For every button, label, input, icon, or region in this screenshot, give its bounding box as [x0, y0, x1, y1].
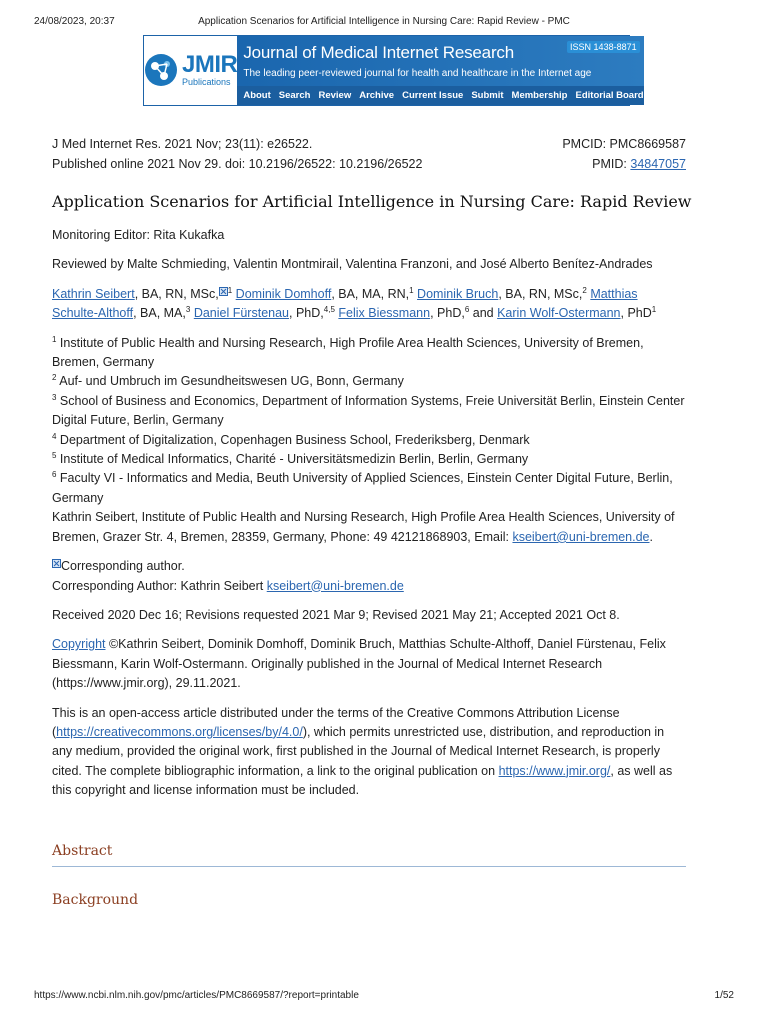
page-number: 1/52: [714, 990, 734, 1001]
affiliation-number: 5: [52, 450, 57, 460]
license-text: This is an open-access article distributed under the terms of the Creative Commons Attribution License (: [52, 705, 620, 739]
author-link[interactable]: Felix Biessmann: [338, 306, 431, 321]
affiliation-text: Institute of Medical Informatics, Charité - Universitätsmedizin Berlin, Berlin, Germany: [56, 452, 529, 467]
nav-submit[interactable]: Submit: [471, 90, 504, 101]
affiliation-number: 6: [52, 470, 57, 480]
print-page-title: Application Scenarios for Artificial Intelligence in Nursing Care: Rapid Review - PMC: [198, 16, 570, 27]
pmid-line: [592, 154, 686, 174]
license-text: , as well as this copyright and license information must be included.: [52, 763, 673, 798]
logo-wordmark: JMIR: [182, 50, 238, 78]
corresponding-note: [52, 557, 686, 576]
pmid-link[interactable]: 34847057: [630, 157, 686, 171]
author-degrees: , PhD,: [289, 306, 324, 321]
nav-current-issue[interactable]: Current Issue: [402, 90, 464, 101]
affiliation-sup: 3: [185, 305, 191, 315]
author-degrees: , BA, MA, RN,: [331, 286, 410, 301]
nav-editorial-board[interactable]: Editorial Board: [575, 90, 644, 101]
jmir-link[interactable]: https://www.jmir.org/: [498, 763, 611, 778]
article-title: Application Scenarios for Artificial Intelligence in Nursing Care: Rapid Review: [52, 192, 692, 211]
corresponding-label: Corresponding author.: [61, 559, 185, 574]
affiliation-text: Auf- und Umbruch im Gesundheitswesen UG, Bonn, Germany: [56, 374, 404, 389]
affiliation-item: [52, 372, 686, 391]
affiliation-sup: 1: [409, 285, 414, 295]
nav-review[interactable]: Review: [318, 90, 352, 101]
corresponding-author-icon: [52, 559, 61, 568]
contact-text: Kathrin Seibert, Institute of Public Health and Nursing Research, High Profile Area Health Sciences, University of Bremen, Grazer Str. 4, Bremen, 28359, Germany, Phone: 49 42121868903, Email:: [52, 510, 675, 544]
affiliation-number: 3: [52, 392, 57, 402]
journal-nav: [237, 86, 643, 105]
author-link[interactable]: Karin Wolf-Ostermann: [497, 306, 621, 321]
affiliation-sup: 2: [582, 285, 587, 295]
license-statement: [52, 704, 686, 801]
abstract-divider: [52, 866, 686, 867]
abstract-heading: Abstract: [52, 843, 113, 859]
nav-archive[interactable]: Archive: [359, 90, 395, 101]
print-header: [34, 16, 734, 30]
print-datetime: 24/08/2023, 20:37: [34, 16, 115, 27]
pmcid: PMCID: PMC8669587: [562, 137, 686, 151]
affiliation-item: [52, 334, 686, 373]
pmid-label: PMID:: [592, 157, 631, 171]
affiliation-sup: 1: [651, 305, 657, 315]
author-degrees: , PhD,: [430, 306, 465, 321]
affiliation-text: Faculty VI - Informatics and Media, Beuth University of Applied Sciences, Einstein Center Digital Future, Berlin, Germany: [52, 471, 673, 505]
copyright-link[interactable]: Copyright: [52, 637, 106, 652]
nav-membership[interactable]: Membership: [511, 90, 568, 101]
author-degrees: , PhD: [620, 306, 652, 321]
author-degrees: , BA, MA,: [133, 306, 186, 321]
article-dates: Received 2020 Dec 16; Revisions requested 2021 Mar 9; Revised 2021 May 21; Accepted 2021 Oct 8.: [52, 607, 620, 622]
journal-banner[interactable]: [143, 35, 644, 106]
affiliation-text: School of Business and Economics, Department of Information Systems, Freie Universität Berlin, Einstein Center Digital Future, Berlin, Germany: [52, 393, 685, 428]
affiliation-number: 1: [52, 334, 57, 344]
citation-block: [52, 134, 686, 174]
corresponding-text: Corresponding Author: Kathrin Seibert: [52, 578, 267, 593]
corresponding-email-link[interactable]: kseibert@uni-bremen.de: [266, 578, 404, 593]
affiliation-number: 2: [52, 373, 57, 383]
affiliation-item: [52, 431, 686, 450]
monitoring-editor: Monitoring Editor: Rita Kukafka: [52, 228, 225, 242]
nav-about[interactable]: About: [243, 90, 271, 101]
contact-email-link[interactable]: kseibert@uni-bremen.de: [512, 529, 650, 544]
affiliation-sup: 1: [227, 285, 233, 295]
author-list: [52, 285, 686, 324]
author-link[interactable]: Daniel Fürstenau: [193, 306, 290, 321]
molecule-logo-icon: [144, 53, 178, 87]
citation-line: J Med Internet Res. 2021 Nov; 23(11): e26522.: [52, 137, 313, 151]
affiliation-text: Institute of Public Health and Nursing Research, High Profile Area Health Sciences, University of Bremen, Bremen, Germany: [52, 335, 644, 370]
contact-info: [52, 508, 686, 547]
contact-end: .: [649, 529, 653, 544]
published-line: Published online 2021 Nov 29. doi: 10.2196/26522: 10.2196/26522: [52, 157, 423, 171]
background-heading: Background: [52, 892, 139, 908]
copyright-statement: [52, 635, 686, 693]
affiliation-item: [52, 392, 686, 431]
corresponding-author-line: [52, 577, 686, 596]
affiliation-sup: 4,5: [323, 305, 335, 315]
author-conjunction: and: [469, 306, 498, 321]
journal-title: Journal of Medical Internet Research: [243, 43, 514, 62]
print-url: https://www.ncbi.nlm.nih.gov/pmc/articles/PMC8669587/?report=printable: [34, 990, 359, 1001]
affiliation-item: [52, 450, 686, 469]
affiliation-item: [52, 469, 686, 508]
article-front-matter: [52, 226, 686, 801]
author-link[interactable]: Kathrin Seibert: [52, 286, 135, 301]
author-link[interactable]: Matthias Schulte-Althoff: [52, 286, 638, 321]
author-link[interactable]: Dominik Domhoff: [235, 286, 332, 301]
author-degrees: , BA, RN, MSc,: [134, 286, 219, 301]
journal-tagline: The leading peer-reviewed journal for health and healthcare in the Internet age: [243, 68, 592, 79]
reviewers: Reviewed by Malte Schmieding, Valentin Montmirail, Valentina Franzoni, and José Alberto Benítez-Andrades: [52, 257, 653, 272]
license-link[interactable]: https://creativecommons.org/licenses/by/4.0/: [56, 724, 303, 739]
affiliation-sup: 6: [464, 305, 470, 315]
author-degrees: , BA, RN, MSc,: [498, 286, 583, 301]
issn-badge: ISSN 1438-8871: [567, 41, 640, 53]
affiliation-number: 4: [52, 431, 57, 441]
affiliations: [52, 334, 686, 547]
copyright-text: ©Kathrin Seibert, Dominik Domhoff, Dominik Bruch, Matthias Schulte-Althoff, Daniel Fürstenau, Felix Biessmann, Karin Wolf-Ostermann. Originally published in the Journal of Medical Internet Research (https://www.jmir.org), 29.11.2021.: [52, 637, 666, 691]
corresponding-author-icon: [219, 287, 228, 296]
license-text: ), which permits unrestricted use, distribution, and reproduction in any medium, provided the original work, first published in the Journal of Medical Internet Research, is properly cited. The complete bibliographic information, a link to the original publication on: [52, 724, 665, 778]
print-footer: [34, 990, 734, 1004]
jmir-logo: [144, 36, 237, 103]
affiliation-text: Department of Digitalization, Copenhagen Business School, Frederiksberg, Denmark: [56, 432, 530, 447]
nav-search[interactable]: Search: [278, 90, 311, 101]
author-link[interactable]: Dominik Bruch: [417, 286, 499, 301]
logo-subtitle: Publications: [182, 76, 231, 87]
